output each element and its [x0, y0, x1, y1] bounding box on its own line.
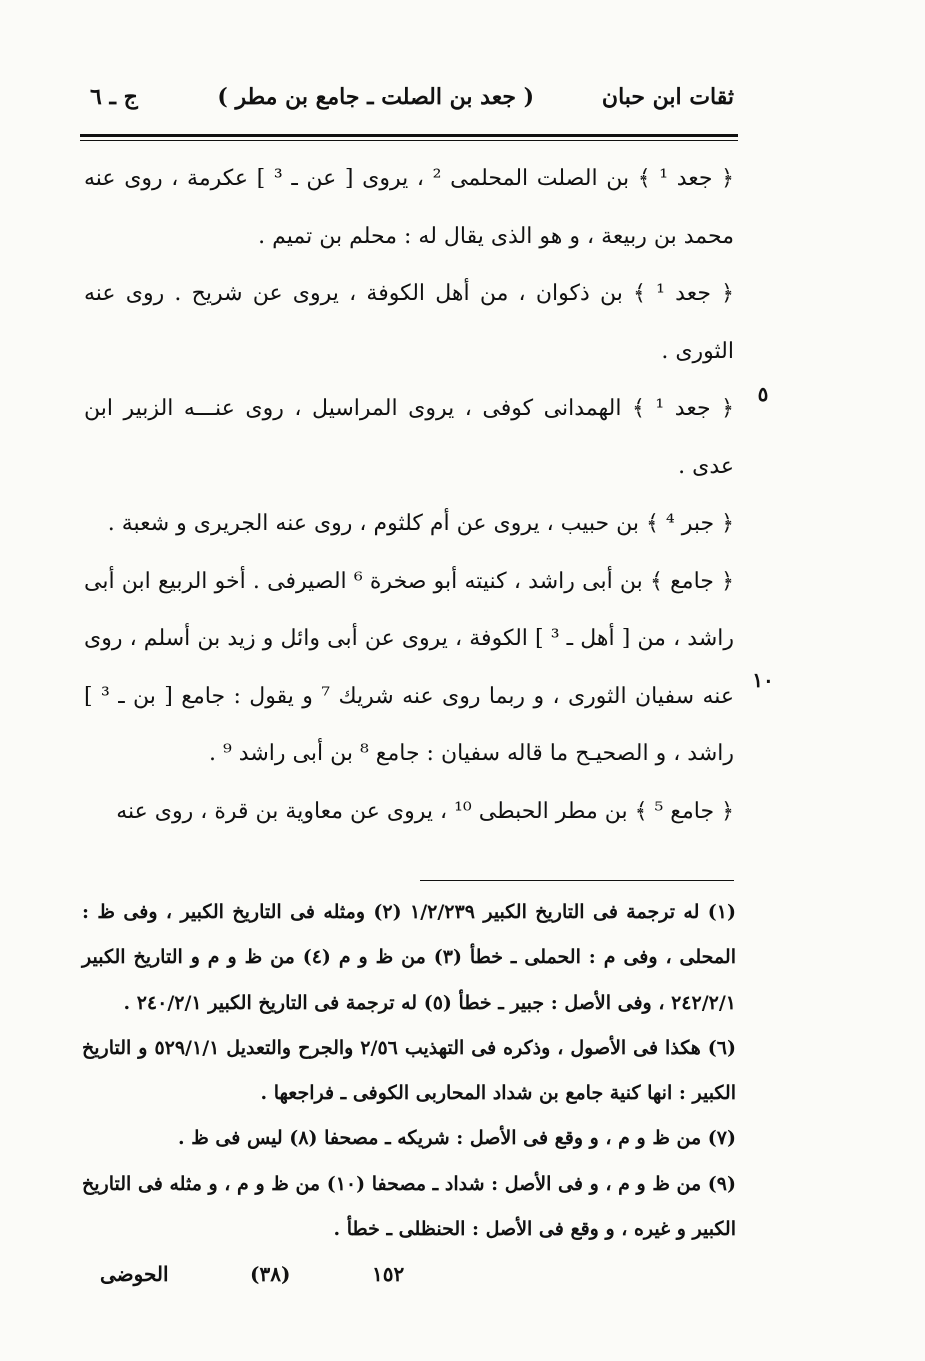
line-number-5: ٥: [757, 382, 769, 406]
footnote-group-3: (٧) من ظ و م ، و وقع فى الأصل : شريكه ـ مصحفا (٨) ليس فى ظ .: [178, 1127, 736, 1150]
section-title: ( جعد بن الصلت ـ جامع بن مطر ): [217, 84, 534, 110]
book-title: ثقات ابن حبان: [601, 84, 734, 110]
volume-number: ج ـ ٦: [90, 84, 138, 110]
footnotes: [82, 890, 736, 1252]
header-rule-thick: [80, 134, 738, 137]
footnote-rule: [420, 880, 734, 881]
entry-jami-bin-matar: ﴿ جامع ⁵ ﴾ بن مطر الحبطى ¹⁰ ، يروى عن معاوية بن قرة ، روى عنه: [116, 798, 734, 824]
entry-jaad-alhamdani: ﴿ جعد ¹ ﴾ الهمدانى كوفى ، يروى المراسيل ، روى عنـــه الزبير ابن عدى .: [84, 396, 734, 479]
footer-note: الحوضى: [100, 1262, 169, 1286]
footnote-group-2: (٦) هكذا فى الأصول ، وذكره فى التهذيب ٢/٥٦ والجرح والتعديل ٥٢٩/١/١ و التاريخ الكبير : انها كنية جامع بن شداد المحاربى الكوفى ـ فراجعها .: [82, 1036, 736, 1105]
line-number-10: ١٠: [752, 668, 774, 692]
entry-jaad-bin-alsalt: ﴿ جعد ¹ ﴾ بن الصلت المحلمى ² ، يروى [ عن ـ ³ ] عكرمة ، روى عنه محمد بن ربيعة ، و هو الذى يقال له : محلم بن تميم .: [84, 166, 734, 249]
footnote-group-1: (١) له ترجمة فى التاريخ الكبير ١/٢/٢٣٩ (٢) ومثله فى التاريخ الكبير ، وفى ظ : المحلى ، وفى م : الحملى ـ خطأ (٣) من ظ و م (٤) من ظ و م و التاريخ الكبير ٢٤٢/٢/١ ، وفى الأصل : جبير ـ خطأ (٥) له ترجمة فى التاريخ الكبير ٢٤٠/٢/١ .: [82, 901, 736, 1014]
running-header: [82, 84, 734, 124]
footnote-group-4: (٩) من ظ و م ، و فى الأصل : شداد ـ مصحفا (١٠) من ظ و م ، و مثله فى التاريخ الكبير و غيره ، و وقع فى الأصل : الحنظلى ـ خطأ .: [82, 1172, 736, 1241]
entry-jaad-bin-dhakwan: ﴿ جعد ¹ ﴾ بن ذكوان ، من أهل الكوفة ، يروى عن شريح . روى عنه الثورى .: [84, 281, 735, 364]
entry-jabr-bin-habib: ﴿ جبر ⁴ ﴾ بن حبيب ، يروى عن أم كلثوم ، روى عنه الجريرى و شعبة .: [107, 511, 734, 536]
signature-mark: (٣٨): [250, 1262, 291, 1286]
page-number: ١٥٢: [372, 1262, 405, 1286]
page-footer: [100, 1262, 460, 1296]
entry-jami-bin-abi-rashid: ﴿ جامع ﴾ بن أبى راشد ، كنيته أبو صخرة ⁶ الصيرفى . أخو الربيع ابن أبى راشد ، من [ أهل ـ ³ ] الكوفة ، يروى عن أبى وائل و زيد بن أسلم ، روى عنه سفيان الثورى ، و ربما روى عنه شريك ⁷ و يقول : جامع [ بن ـ ³ ] راشد ، و الصحيـح ما قاله سفيان : جامع ⁸ بن أبى راشد ⁹ .: [84, 568, 735, 766]
header-rule-thin: [80, 140, 738, 141]
main-text: [84, 150, 734, 840]
